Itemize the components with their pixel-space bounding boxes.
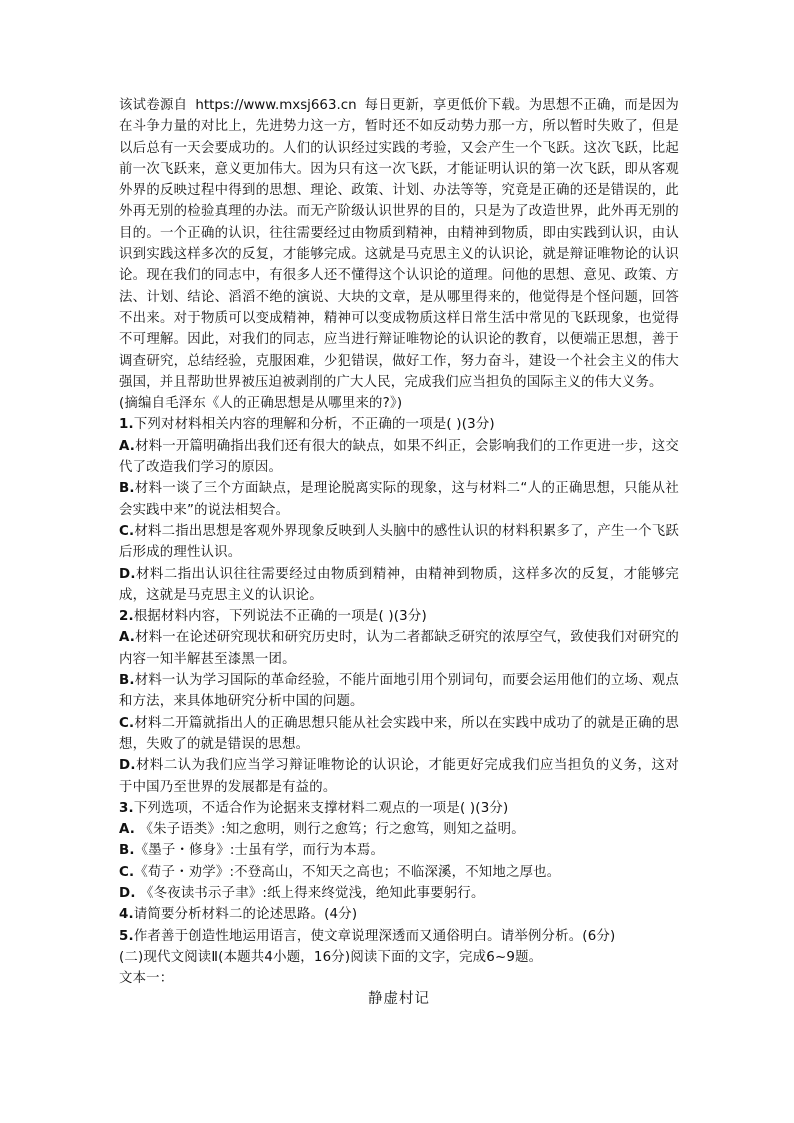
option-label: A. [119, 822, 136, 838]
article-title: 静虚村记 [368, 991, 430, 1008]
question-stem [119, 606, 679, 627]
question-number: 1. [119, 417, 134, 433]
option-text: 材料一在论述研究现状和研究历史时，认为二者都缺乏研究的浓厚空气，致使我们对研究的内容一知半解甚至漆黑一团。 [119, 630, 679, 667]
option-label: A. [119, 630, 136, 646]
option-c [119, 862, 679, 883]
option-text: 材料二认为我们应当学习辩证唯物论的认识论，才能更好完成我们应当担负的义务，这对于中国乃至世界的发展都是有益的。 [119, 758, 679, 795]
text-label: 文本一： [119, 971, 174, 987]
option-text: 材料二指出思想是客观外界现象反映到人头脑中的感性认识的材料积累多了，产生一个飞跃后形成的理性认识。 [119, 523, 679, 561]
option-d [119, 564, 679, 607]
option-a [119, 627, 679, 670]
question-1 [119, 414, 679, 606]
question-stem [119, 798, 679, 819]
question-number: 4. [119, 907, 134, 923]
question-list [119, 414, 679, 946]
option-label: C. [119, 715, 135, 731]
question-text: 请简要分析材料二的论述思路。(4分) [133, 907, 358, 923]
option-label: D. [119, 885, 136, 901]
option-label: D. [119, 566, 136, 582]
option-text: 《荀子・劝学》:不登高山，不知天之高也；不临深溪，不知地之厚也。 [134, 864, 561, 880]
question-stem [119, 414, 679, 435]
option-a [119, 819, 679, 840]
option-text: 《墨子・修身》:士虽有学，而行为本焉。 [134, 843, 385, 859]
page-content [119, 95, 679, 1011]
question-number: 2. [119, 609, 134, 625]
option-a [119, 436, 679, 479]
option-b [119, 670, 679, 713]
option-label: A. [119, 438, 136, 454]
source-url[interactable]: https://www.mxsj663.cn [195, 98, 357, 113]
option-text: 材料一认为学习国际的革命经验，不能片面地引用个别词句，而要会运用他们的立场、观点和方法，来具体地研究分析中国的问题。 [119, 673, 679, 710]
source-citation: (摘编自毛泽东《人的正确思想是从哪里来的?》) [119, 396, 403, 412]
option-c [119, 521, 679, 564]
body-paragraph [119, 95, 679, 393]
option-d [119, 883, 679, 904]
question-4 [119, 904, 679, 925]
option-label: B. [119, 843, 135, 859]
option-text: 材料一开篇明确指出我们还有很大的缺点，如果不纠正，会影响我们的工作更进一步，这交代了改造我们学习的原因。 [119, 438, 679, 476]
option-text: 《朱子语类》:知之愈明，则行之愈笃；行之愈笃，则知之益明。 [135, 822, 525, 838]
question-stem [119, 926, 679, 947]
option-label: C. [119, 523, 135, 539]
option-label: D. [119, 758, 136, 774]
question-text: 下列选项，不适合作为论据来支撑材料二观点的一项是( )(3分) [133, 800, 509, 816]
question-5 [119, 926, 679, 947]
option-text: 材料一谈了三个方面缺点，是理论脱离实际的现象，这与材料二“人的正确思想，只能从社会实践中来”的说法相契合。 [119, 481, 679, 518]
section-heading: (二)现代文阅读Ⅱ(本题共4小题，16分)阅读下面的文字，完成6~9题。 [119, 949, 543, 965]
option-label: B. [119, 481, 135, 497]
option-text: 《冬夜读书示子聿》:纸上得来终觉浅，绝知此事要躬行。 [135, 885, 485, 901]
header-suffix: 每日更新，享更低价下载。 [364, 98, 529, 113]
question-3 [119, 798, 679, 904]
question-number: 5. [119, 928, 134, 944]
question-stem [119, 904, 679, 925]
option-label: C. [119, 864, 135, 880]
header-prefix: 该试卷源自 [119, 98, 188, 113]
option-b [119, 478, 679, 521]
option-d [119, 755, 679, 798]
question-text: 根据材料内容，下列说法不正确的一项是( )(3分) [133, 609, 427, 625]
question-number: 3. [119, 800, 134, 816]
option-label: B. [119, 673, 135, 689]
option-c [119, 713, 679, 756]
question-text: 下列对材料相关内容的理解和分析，不正确的一项是( )(3分) [133, 417, 495, 433]
paragraph-text: 为思想不正确，而是因为在斗争力量的对比上，先进势力这一方，暂时还不如反动势力那一方，所以暂时失败了，但是以后总有一天会要成功的。人们的认识经过实践的考验，又会产生一个飞跃。这次飞跃，比起前一次飞跃来，意义更加伟大。因为只有这一次飞跃，才能证明认识的第一次飞跃，即从客观外界的反映过程中得到的思想、理论、政策、计划、办法等等，究竟是正确的还是错误的，此外再无别的检验真理的办法。而无产阶级认识世界的目的，只是为了改造世界，此外再无别的目的。一个正确的认识，往往需要经过由物质到精神，由精神到物质，即由实践到认识，由认识到实践这样多次的反复，才能够完成。这就是马克思主义的认识论，就是辩证唯物论的认识论。现在我们的同志中，有很多人还不懂得这个认识论的道理。问他的思想、意见、政策、方法、计划、结论、滔滔不绝的演说、大块的文章，是从哪里得来的，他觉得是个怪问题，回答不出来。对于物质可以变成精神，精神可以变成物质这样日常生活中常见的飞跃现象，也觉得不可理解。因此，对我们的同志，应当进行辩证唯物论的认识论的教育，以便端正思想，善于调查研究，总结经验，克服困难，少犯错误，做好工作，努力奋斗，建设一个社会主义的伟大强国，并且帮助世界被压迫被剥削的广大人民，完成我们应当担负的国际主义的伟大义务。 [119, 98, 679, 390]
option-b [119, 840, 679, 861]
question-text: 作者善于创造性地运用语言，使文章说理深透而又通俗明白。请举例分析。(6分) [133, 928, 616, 944]
question-2 [119, 606, 679, 798]
option-text: 材料二开篇就指出人的正确思想只能从社会实践中来，所以在实践中成功了的就是正确的思想，失败了的就是错误的思想。 [119, 715, 679, 752]
option-text: 材料二指出认识往往需要经过由物质到精神，由精神到物质，这样多次的反复，才能够完成，这就是马克思主义的认识论。 [119, 566, 679, 603]
